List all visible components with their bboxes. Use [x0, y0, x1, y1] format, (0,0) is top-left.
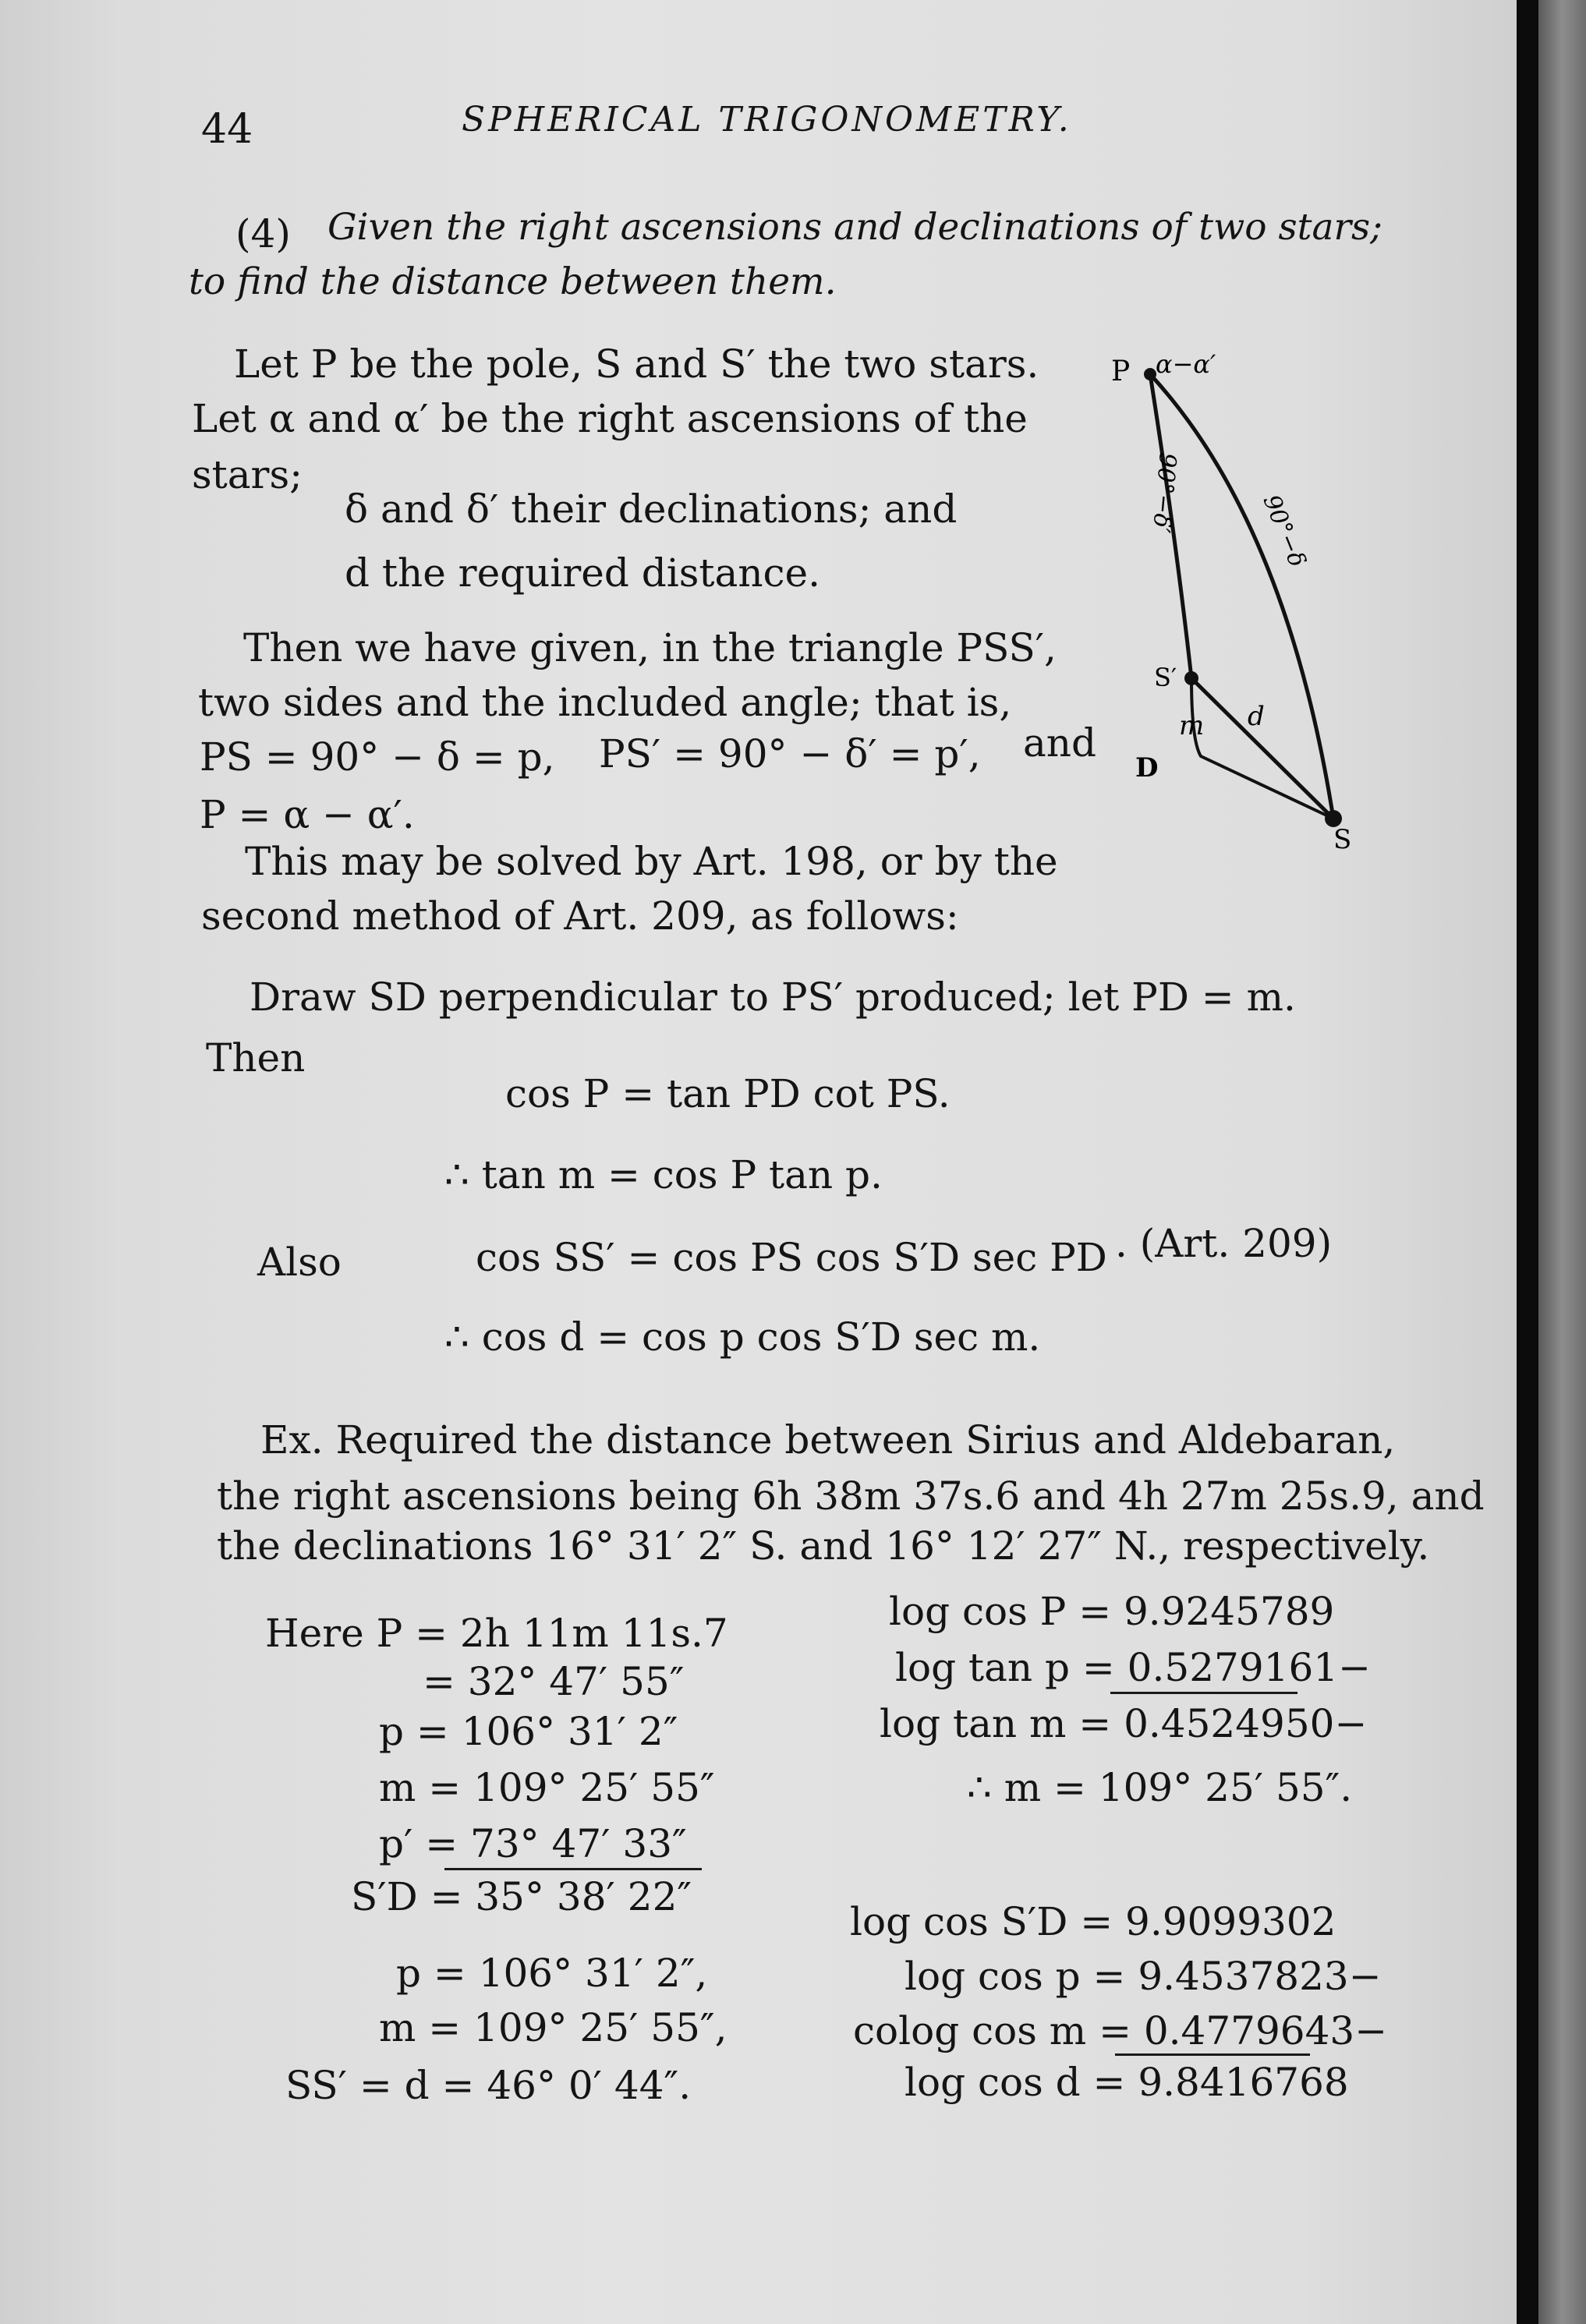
equation-reference: . (Art. 209) [1115, 1221, 1333, 1266]
work-left-result-d: SS′ = d = 46° 0′ 44″. [285, 2063, 692, 2108]
page-number: 44 [201, 106, 253, 153]
work-left-here-p: Here P = 2h 11m 11s.7 [265, 1611, 728, 1656]
arc-ps [1150, 374, 1333, 819]
example-line2: the right ascensions being 6h 38m 37s.6 and 4h 27m 25s.9, and [217, 1473, 1485, 1519]
work-left-p-small: p = 106° 31′ 2″ [379, 1709, 678, 1754]
paragraph2-line3-ps: PS = 90° − δ = p, [200, 734, 555, 780]
label-s: S [1333, 824, 1352, 855]
label-m: m [1179, 710, 1205, 741]
paragraph1-line1: Let P be the pole, S and S′ the two stars. [234, 341, 1039, 387]
point-s-prime [1184, 671, 1198, 685]
paragraph1-line3: stars; [192, 452, 303, 497]
equation-cos-ss-prime: cos SS′ = cos PS cos S′D sec PD [476, 1235, 1107, 1280]
example-line3: the declinations 16° 31′ 2″ S. and 16° 12′ 27″ N., respectively. [217, 1523, 1430, 1569]
work-right-log-cos-s-prime-d: log cos S′D = 9.9099302 [850, 1899, 1336, 1944]
equation-cos-d: ∴ cos d = cos p cos S′D sec m. [444, 1314, 1041, 1360]
work-left-rule [444, 1868, 702, 1870]
work-right-m-result: ∴ m = 109° 25′ 55″. [967, 1765, 1353, 1810]
label-s-prime: S′ [1154, 663, 1177, 692]
label-d: d [1248, 701, 1265, 732]
paragraph1-line5: d the required distance. [345, 550, 821, 596]
work-left-p-degrees: = 32° 47′ 55″ [423, 1659, 685, 1704]
example-line1: Ex. Required the distance between Sirius and Aldebaran, [260, 1417, 1396, 1463]
work-right-log-tan-p: log tan p = 0.5279161− [895, 1645, 1371, 1690]
paragraph4-line1: Draw SD perpendicular to PS′ produced; let PD = m. [250, 975, 1296, 1020]
work-right-colog-cos-m: colog cos m = 0.4779643− [853, 2008, 1388, 2053]
binding-strip [1538, 0, 1586, 2324]
paragraph2-line4: P = α − α′. [200, 792, 415, 837]
paragraph3-line1: This may be solved by Art. 198, or by the [245, 839, 1058, 884]
problem-number: (4) [235, 211, 291, 256]
paragraph2-line1: Then we have given, in the triangle PSS′, [243, 625, 1057, 670]
work-right-log-cos-d: log cos d = 9.8416768 [905, 2060, 1349, 2105]
work-left-m: m = 109° 25′ 55″ [379, 1765, 715, 1810]
work-left-p-repeat: p = 106° 31′ 2″, [396, 1951, 708, 1996]
work-right-rule-1 [1110, 1692, 1297, 1694]
work-right-log-tan-m: log tan m = 0.4524950− [880, 1701, 1368, 1746]
page-edge-shadow [1517, 0, 1538, 2324]
work-left-p-prime: p′ = 73° 47′ 33″ [379, 1821, 687, 1866]
point-p [1144, 368, 1156, 380]
label-side-90-delta-prime: 90°−δ′ [1147, 451, 1181, 535]
also-label: Also [257, 1240, 342, 1285]
paragraph2-line2: two sides and the included angle; that is, [198, 680, 1012, 725]
equation-cos-p: cos P = tan PD cot PS. [505, 1071, 951, 1116]
label-d-point: D [1135, 752, 1159, 784]
label-side-90-delta: 90°−δ [1257, 490, 1312, 571]
work-right-rule-2 [1115, 2053, 1310, 2056]
work-left-s-prime-d: S′D = 35° 38′ 22″ [351, 1874, 692, 1919]
work-right-log-cos-p: log cos p = 9.4537823− [905, 1954, 1382, 1999]
paragraph1-line4: δ and δ′ their declinations; and [345, 486, 958, 532]
work-left-m-repeat: m = 109° 25′ 55″, [379, 2005, 728, 2050]
running-title: SPHERICAL TRIGONOMETRY. [462, 100, 1072, 140]
paragraph2-line3-and: and [1023, 720, 1097, 766]
arc-ss-prime [1191, 678, 1333, 819]
paragraph2-line3-psprime: PS′ = 90° − δ′ = p′, [599, 731, 981, 776]
paragraph3-line2: second method of Art. 209, as follows: [201, 893, 959, 939]
paragraph4-line2: Then [206, 1035, 306, 1081]
equation-tan-m: ∴ tan m = cos P tan p. [444, 1152, 883, 1197]
spherical-triangle-figure [1107, 335, 1435, 865]
paragraph1-line2: Let α and α′ be the right ascensions of the [192, 396, 1028, 441]
work-right-log-cos-p: log cos P = 9.9245789 [889, 1589, 1335, 1634]
label-angle: α−α′ [1156, 349, 1216, 379]
problem-statement-line2: to find the distance between them. [189, 260, 837, 303]
label-p: P [1111, 355, 1131, 387]
problem-statement-line1: Given the right ascensions and declinations of two stars; [327, 206, 1382, 249]
